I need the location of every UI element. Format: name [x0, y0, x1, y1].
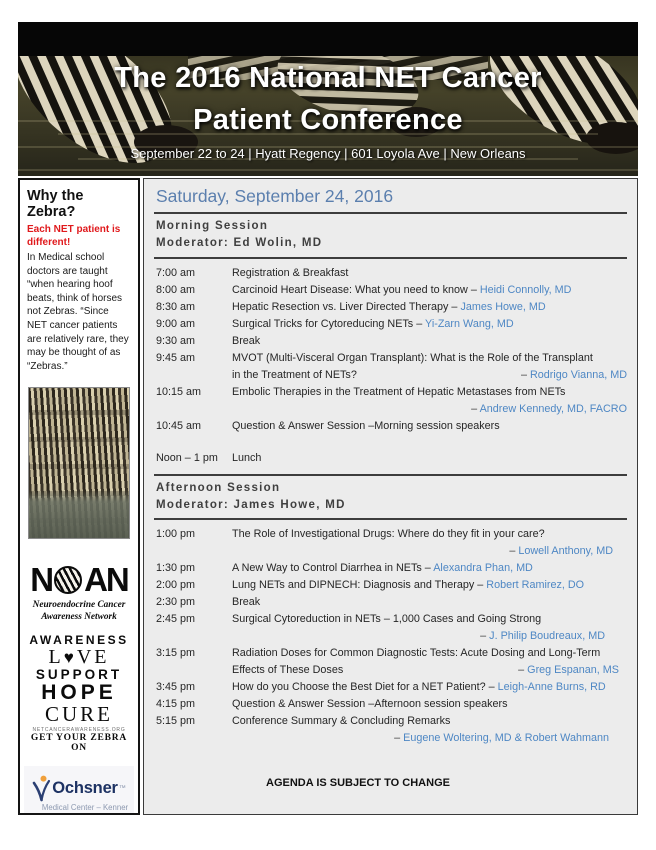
agenda-line — [232, 526, 627, 543]
agenda-row — [156, 526, 627, 560]
agenda-panel — [143, 178, 638, 815]
ncan-website: NETCANCERAWARENESS.ORG — [32, 727, 126, 734]
agenda-time: 9:45 am — [156, 351, 196, 364]
agenda-time: 7:00 am — [156, 266, 196, 279]
agenda-speaker-group — [518, 662, 627, 679]
agenda-title — [232, 384, 627, 418]
morning-schedule — [154, 259, 627, 435]
agenda-speaker: James Howe, MD — [460, 300, 546, 313]
morning-session-header — [154, 214, 627, 259]
agenda-row — [156, 265, 627, 282]
agenda-line-text: MVOT (Multi-Visceral Organ Transplant): What is the Role of the Transplant — [232, 351, 593, 364]
agenda-title — [232, 577, 627, 594]
afternoon-schedule — [154, 520, 627, 747]
agenda-row — [156, 560, 627, 577]
agenda-speaker: Andrew Kennedy, MD, FACRO — [479, 402, 627, 415]
agenda-speaker-group — [471, 401, 627, 418]
conference-subtitle: September 22 to 24 | Hyatt Regency | 601 Loyola Ave | New Orleans — [130, 146, 526, 161]
agenda-line — [232, 645, 627, 662]
agenda-line-text: How do you Choose the Best Diet for a NET Patient? – Leigh-Anne Burns, RD — [232, 681, 606, 693]
agenda-speaker: Heidi Connolly, MD — [479, 283, 572, 296]
ncan-logo — [27, 563, 131, 623]
agenda-title — [232, 299, 627, 316]
ncan-letter-n: N — [30, 561, 53, 599]
agenda-title — [232, 418, 627, 435]
agenda-time: 1:30 pm — [156, 562, 196, 574]
agenda-row — [156, 611, 627, 645]
banner-text — [18, 22, 638, 176]
agenda-title — [232, 282, 627, 299]
agenda-line — [232, 662, 627, 679]
love-l: L — [48, 645, 64, 668]
agenda-line — [232, 577, 627, 594]
agenda-line-text: The Role of Investigational Drugs: Where do they fit in your care? — [232, 528, 545, 540]
agenda-title — [232, 350, 627, 384]
agenda-line-text: Carcinoid Heart Disease: What you need to know – Heidi Connolly, MD — [232, 283, 572, 296]
agenda-line — [232, 333, 627, 350]
agenda-title — [232, 265, 627, 282]
ochsner-subtitle: Medical Center – Kenner — [41, 803, 129, 813]
agenda-line-text: Break — [232, 334, 261, 347]
conference-title-line2: Patient Conference — [193, 104, 463, 136]
agenda-line-text: Surgical Cytoreduction in NETs – 1,000 Cases and Going Strong — [232, 613, 542, 625]
agenda-speaker: Alexandra Phan, MD — [433, 562, 533, 574]
agenda-change-note: AGENDA IS SUBJECT TO CHANGE — [266, 777, 450, 789]
agenda-title — [232, 645, 627, 679]
agenda-line — [232, 282, 627, 299]
agenda-title: Lunch — [232, 451, 262, 464]
agenda-line-text: Surgical Tricks for Cytoreducing NETs – Yi-Zarn Wang, MD — [232, 317, 514, 330]
agenda-speaker-group — [480, 628, 627, 645]
afternoon-session-title: Afternoon Session — [156, 481, 281, 494]
motto-awareness: AWARENESS — [29, 632, 129, 647]
agenda-speaker-dash: – — [509, 545, 519, 557]
agenda-speaker-group — [394, 730, 627, 747]
agenda-date-heading: Saturday, September 24, 2016 — [154, 184, 627, 214]
agenda-title — [232, 333, 627, 350]
ochsner-trademark: ™ — [118, 785, 126, 793]
ochsner-logo-row — [26, 775, 132, 802]
agenda-line-text: Break — [232, 596, 261, 608]
agenda-line — [232, 350, 627, 367]
morning-session-title: Morning Session — [156, 220, 269, 232]
agenda-speaker-group — [521, 367, 627, 384]
morning-session-moderator: Moderator: Ed Wolin, MD — [156, 237, 323, 250]
agenda-time: 2:45 pm — [156, 613, 196, 625]
agenda-row — [156, 713, 627, 747]
agenda-line — [232, 384, 627, 401]
agenda-row — [156, 333, 627, 350]
agenda-title — [232, 526, 627, 560]
agenda-line — [232, 713, 627, 730]
agenda-line — [232, 418, 627, 435]
agenda-row — [156, 299, 627, 316]
agenda-time: 5:15 pm — [156, 715, 196, 727]
agenda-time: 8:00 am — [156, 283, 196, 296]
agenda-speaker-dash: – — [394, 732, 404, 744]
agenda-line — [232, 730, 627, 747]
agenda-speaker-dash: – — [480, 630, 490, 642]
agenda-row — [156, 696, 627, 713]
ncan-motto-block — [27, 633, 131, 754]
agenda-line — [232, 367, 627, 384]
sidebar-body-text: In Medical school doctors are taught “when hearing hoof beats, think of horses not Zebras. “Since NET cancer patients are relatively rare, they may be thought of as “Zebras.” — [27, 252, 129, 372]
ncan-name-line2: Awareness Network — [41, 612, 117, 623]
agenda-line-text: in the Treatment of NETs? — [232, 368, 357, 381]
agenda-line — [232, 543, 627, 560]
agenda-time: 2:30 pm — [156, 596, 196, 608]
agenda-speaker-dash: – — [518, 664, 528, 676]
afternoon-session-moderator: Moderator: James Howe, MD — [156, 498, 346, 511]
agenda-speaker: J. Philip Boudreaux, MD — [489, 630, 605, 642]
agenda-line-text: Lung NETs and DIPNECH: Diagnosis and Therapy – Robert Ramirez, DO — [232, 579, 585, 591]
agenda-line — [232, 316, 627, 333]
zebra-head-icon — [54, 566, 82, 594]
ncan-tagline: GET YOUR ZEBRA ON — [30, 733, 128, 754]
sidebar-alert-text: Each NET patient is different! — [27, 224, 121, 248]
agenda-speaker-dash: – — [520, 368, 530, 381]
zebra-herd-photo — [28, 387, 130, 539]
agenda-title — [232, 316, 627, 333]
agenda-speaker: Yi-Zarn Wang, MD — [425, 317, 514, 330]
ochsner-name: Ochsner — [52, 779, 118, 798]
agenda-line — [232, 560, 627, 577]
agenda-line — [232, 594, 627, 611]
agenda-line-text: Effects of These Doses — [232, 664, 344, 676]
agenda-row — [156, 450, 627, 467]
sidebar-heading: Why the Zebra? — [27, 188, 84, 220]
agenda-speaker: Eugene Woltering, MD & Robert Wahmann — [403, 732, 609, 744]
agenda-line — [232, 299, 627, 316]
agenda-row — [156, 384, 627, 418]
agenda-title — [232, 679, 627, 696]
agenda-title — [232, 696, 627, 713]
agenda-line — [232, 628, 627, 645]
agenda-row — [156, 350, 627, 384]
zebra-heart-icon: ♥ — [63, 647, 77, 667]
agenda-line — [232, 611, 627, 628]
agenda-line-text: Radiation Doses for Common Diagnostic Tests: Acute Dosing and Long-Term — [232, 647, 601, 659]
agenda-speaker: Leigh-Anne Burns, RD — [497, 681, 606, 693]
agenda-speaker: Greg Espanan, MS — [527, 664, 619, 676]
conference-banner — [18, 22, 638, 176]
motto-hope: HOPE — [41, 681, 117, 705]
agenda-line-text: A New Way to Control Diarrhea in NETs – Alexandra Phan, MD — [232, 562, 533, 574]
agenda-time: 8:30 am — [156, 300, 196, 313]
motto-support: SUPPORT — [35, 666, 123, 682]
ncan-letters-an: AN — [84, 561, 128, 599]
ncan-acronym — [27, 561, 131, 599]
agenda-line — [232, 696, 627, 713]
agenda-line — [232, 401, 627, 418]
agenda-time: 10:45 am — [156, 419, 202, 432]
agenda-title — [232, 594, 627, 611]
agenda-speaker: Rodrigo Vianna, MD — [529, 368, 627, 381]
agenda-time: Noon – 1 pm — [156, 451, 218, 464]
agenda-line — [232, 679, 627, 696]
agenda-row — [156, 282, 627, 299]
ncan-full-name — [27, 599, 131, 623]
agenda-speaker-group — [509, 543, 627, 560]
love-ve: VE — [76, 645, 110, 668]
afternoon-session-header — [154, 474, 627, 521]
agenda-time: 3:45 pm — [156, 681, 196, 693]
agenda-line — [232, 265, 627, 282]
why-the-zebra-sidebar — [18, 178, 140, 815]
agenda-row — [156, 418, 627, 435]
ochsner-logo — [24, 766, 134, 815]
ncan-name-line1: Neuroendocrine Cancer — [32, 600, 126, 611]
agenda-row — [156, 316, 627, 333]
agenda-time: 1:00 pm — [156, 528, 196, 540]
agenda-title — [232, 611, 627, 645]
agenda-time: 3:15 pm — [156, 647, 196, 659]
agenda-time: 9:30 am — [156, 334, 196, 347]
agenda-line-text: Question & Answer Session –Afternoon session speakers — [232, 698, 508, 710]
motto-love — [27, 647, 131, 668]
agenda-row — [156, 645, 627, 679]
agenda-speaker: Lowell Anthony, MD — [518, 545, 613, 557]
agenda-line-text: Question & Answer Session –Morning session speakers — [232, 419, 500, 432]
agenda-row — [156, 577, 627, 594]
agenda-time: 10:15 am — [156, 385, 202, 398]
agenda-speaker-dash: – — [471, 402, 480, 415]
agenda-title — [232, 713, 627, 747]
agenda-line-text: Hepatic Resection vs. Liver Directed Therapy – James Howe, MD — [232, 300, 546, 313]
agenda-row — [156, 594, 627, 611]
agenda-speaker: Robert Ramirez, DO — [486, 579, 585, 591]
agenda-time: 9:00 am — [156, 317, 196, 330]
agenda-line-text: Conference Summary & Concluding Remarks — [232, 715, 451, 727]
agenda-line-text: Registration & Breakfast — [232, 266, 349, 279]
agenda-line-text: Embolic Therapies in the Treatment of Hepatic Metastases from NETs — [232, 385, 566, 398]
ochsner-person-icon — [32, 775, 51, 802]
agenda-time: 4:15 pm — [156, 698, 196, 710]
agenda-title — [232, 560, 627, 577]
lunch-row — [154, 444, 627, 467]
motto-cure: CURE — [44, 702, 113, 727]
agenda-time: 2:00 pm — [156, 579, 196, 591]
conference-title-line1: The 2016 National NET Cancer — [114, 62, 542, 94]
agenda-row — [156, 679, 627, 696]
